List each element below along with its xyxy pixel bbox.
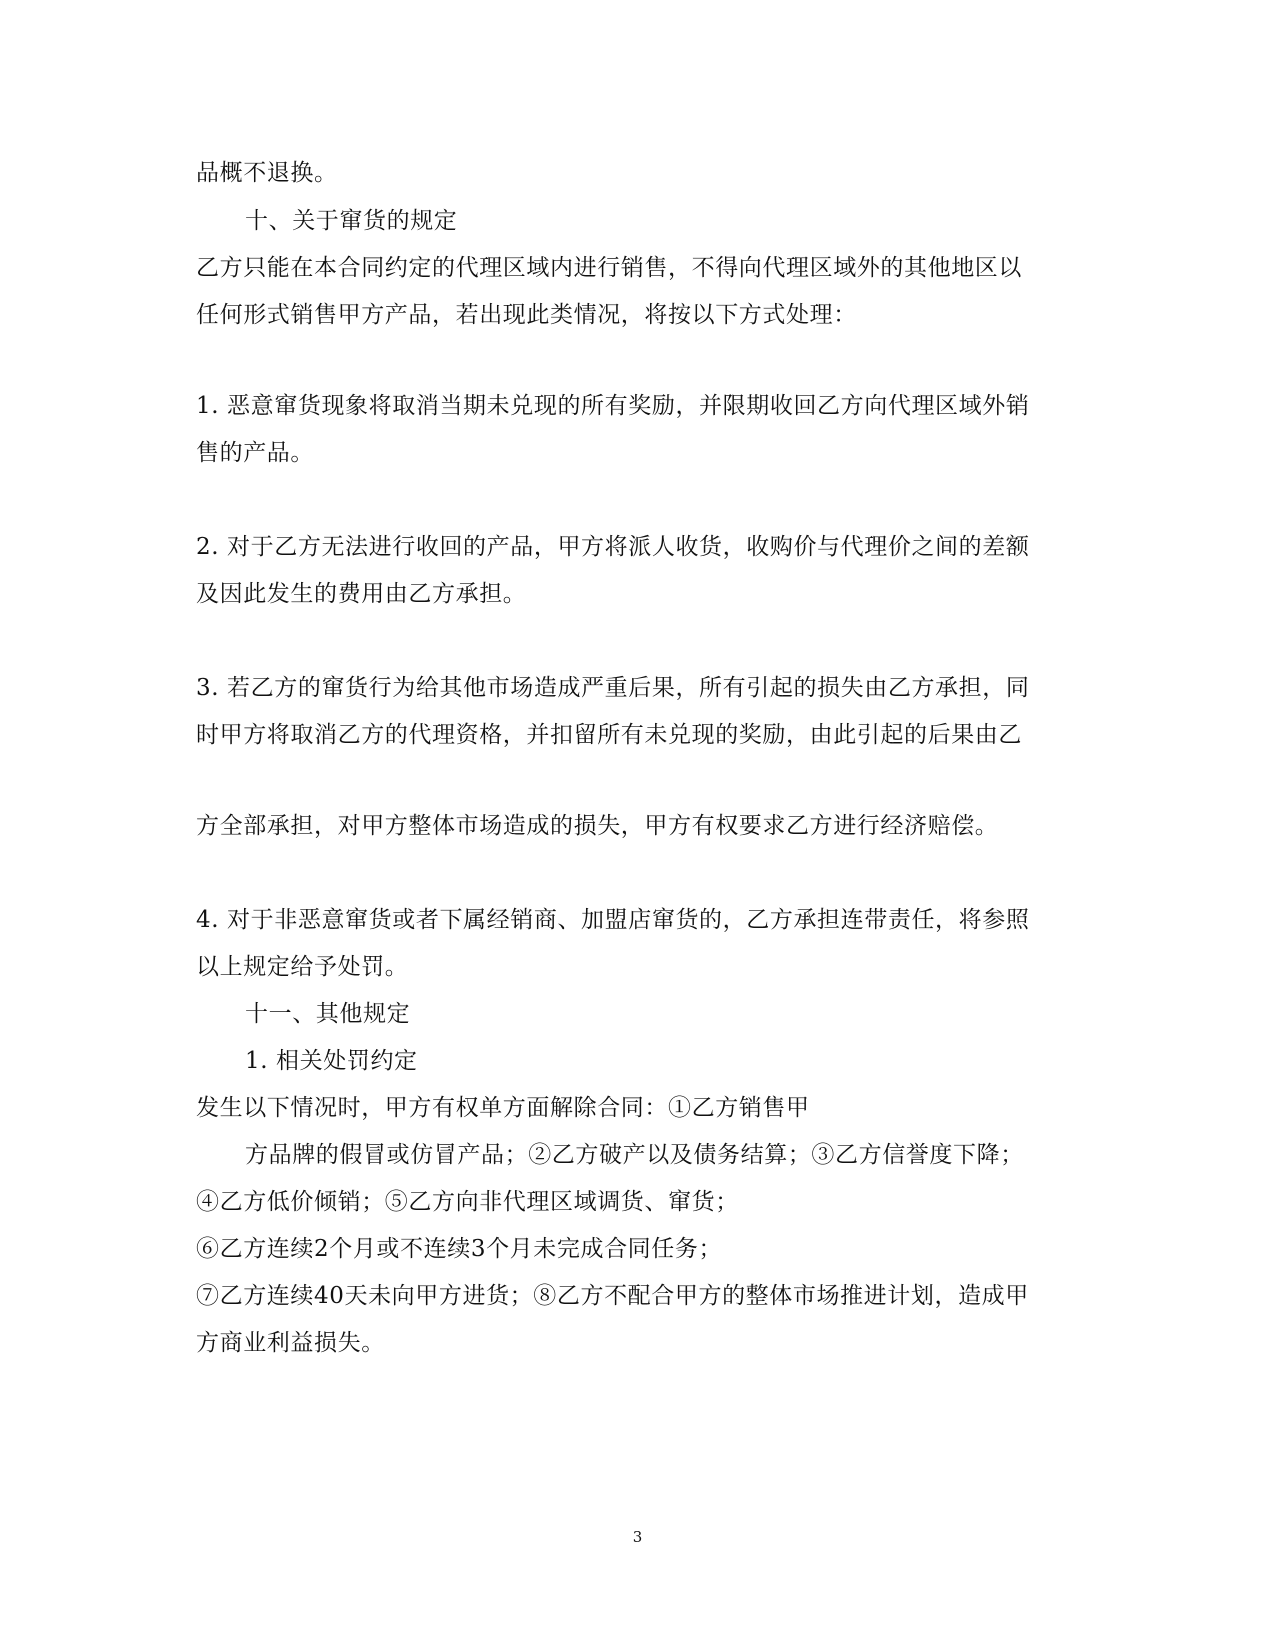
text-line: 品概不退换。	[196, 160, 338, 186]
section-heading: 十、关于窜货的规定	[245, 208, 458, 234]
text-line: ⑥乙方连续2个月或不连续3个月未完成合同任务；	[196, 1236, 723, 1262]
text-line: 乙方只能在本合同约定的代理区域内进行销售，不得向代理区域外的其他地区以	[196, 255, 1022, 281]
text-line: ⑦乙方连续40天未向甲方进货；⑧乙方不配合甲方的整体市场推进计划，造成甲	[196, 1283, 1029, 1309]
sub-heading: 1. 相关处罚约定	[245, 1048, 418, 1074]
text-line: 任何形式销售甲方产品，若出现此类情况，将按以下方式处理：	[196, 302, 857, 328]
text-line: 以上规定给予处罚。	[196, 954, 409, 980]
list-item: 3. 若乙方的窜货行为给其他市场造成严重后果，所有引起的损失由乙方承担，同	[196, 675, 1030, 701]
text-line: ④乙方低价倾销；⑤乙方向非代理区域调货、窜货；	[196, 1189, 739, 1215]
text-line: 时甲方将取消乙方的代理资格，并扣留所有未兑现的奖励，由此引起的后果由乙	[196, 722, 1022, 748]
list-item: 2. 对于乙方无法进行收回的产品，甲方将派人收货，收购价与代理价之间的差额	[196, 534, 1030, 560]
text-line: 及因此发生的费用由乙方承担。	[196, 581, 527, 607]
page-number: 3	[632, 1528, 643, 1546]
text-line: 方全部承担，对甲方整体市场造成的损失，甲方有权要求乙方进行经济赔偿。	[196, 813, 999, 839]
list-item: 1. 恶意窜货现象将取消当期未兑现的所有奖励，并限期收回乙方向代理区域外销	[196, 393, 1030, 419]
text-line: 售的产品。	[196, 440, 314, 466]
list-item: 4. 对于非恶意窜货或者下属经销商、加盟店窜货的，乙方承担连带责任，将参照	[196, 907, 1030, 933]
text-line: 方商业利益损失。	[196, 1330, 385, 1356]
section-heading: 十一、其他规定	[245, 1001, 411, 1027]
text-line: 发生以下情况时，甲方有权单方面解除合同：①乙方销售甲	[196, 1095, 810, 1121]
text-line: 方品牌的假冒或仿冒产品；②乙方破产以及债务结算；③乙方信誉度下降；	[245, 1142, 1024, 1168]
